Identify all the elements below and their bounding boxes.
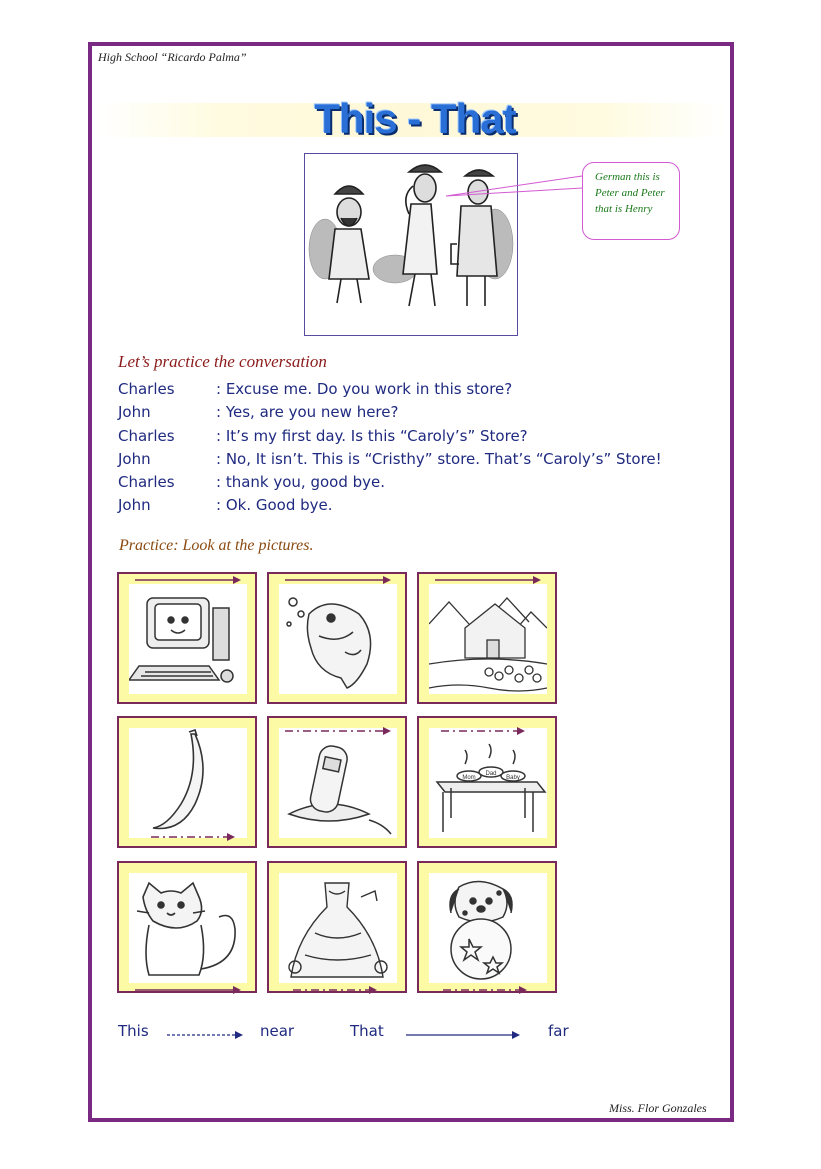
legend-this: This [118,1022,149,1040]
speaker: Charles [118,473,175,492]
table-icon [429,728,547,838]
arrow-right-icon [404,1030,524,1040]
speech-bubble: German this is Peter and Peter that is Henry [582,162,680,240]
picture-cell [267,716,407,848]
speech-pointer-icon [446,170,586,200]
picture-cell [117,861,257,993]
conversation-line [118,425,662,448]
arrow-right-icon [283,575,395,585]
conversation-line [118,494,662,517]
mug-label: Dad [485,771,497,777]
teacher-name: Miss. Flor Gonzales [609,1101,707,1115]
arrow-dashed-right-icon [439,726,529,736]
house-icon [429,584,547,694]
conversation-line [118,378,662,401]
speaker: John [118,496,151,515]
legend-that: That [350,1022,384,1040]
practice-heading: Practice: Look at the pictures. [119,537,314,554]
picture-cell [267,861,407,993]
line-text: : Excuse me. Do you work in this store? [216,380,513,398]
arrow-dashed-right-icon [149,832,239,842]
legend-far: far [548,1022,569,1040]
computer-icon [129,584,247,694]
arrow-dashed-right-icon [291,985,381,995]
conversation-line [118,401,662,424]
picture-cell [417,861,557,993]
picture-cell [117,716,257,848]
fish-icon [279,584,397,694]
line-text: : Ok. Good bye. [216,496,333,515]
picture-cell [117,572,257,704]
line-text: : No, It isn’t. This is “Cristhy” store. That’s “Caroly’s” Store! [216,449,662,468]
conversation-line [118,448,662,471]
speaker: Charles [118,380,175,398]
mug-label: Baby [506,775,520,781]
line-text: : Yes, are you new here? [216,403,399,422]
arrow-right-icon [133,575,245,585]
page-title: This - That [314,95,516,142]
dress-icon [279,873,397,983]
arrow-dashed-right-icon [283,726,395,736]
dog-icon [429,873,547,983]
cat-icon [129,873,247,983]
speaker: John [118,403,151,422]
legend-near: near [260,1022,295,1040]
arrow-dashed-right-icon [165,1030,247,1040]
phone-icon [279,728,397,838]
line-text: : It’s my first day. Is this “Caroly’s” Store? [216,426,528,445]
conversation-line [118,471,662,494]
arrow-dashed-right-icon [441,985,531,995]
conversation-heading: Let’s practice the conversation [118,352,327,371]
conversation-lines [118,378,662,518]
speaker: John [118,449,151,468]
picture-cell [267,572,407,704]
speaker: Charles [118,426,175,445]
picture-cell [417,716,557,848]
picture-cell [417,572,557,704]
arrow-right-icon [433,575,545,585]
school-name: High School “Ricardo Palma” [98,50,247,64]
banana-icon [129,728,247,838]
mug-label: Mom [462,775,476,781]
arrow-right-icon [133,985,245,995]
line-text: : thank you, good bye. [216,473,386,492]
